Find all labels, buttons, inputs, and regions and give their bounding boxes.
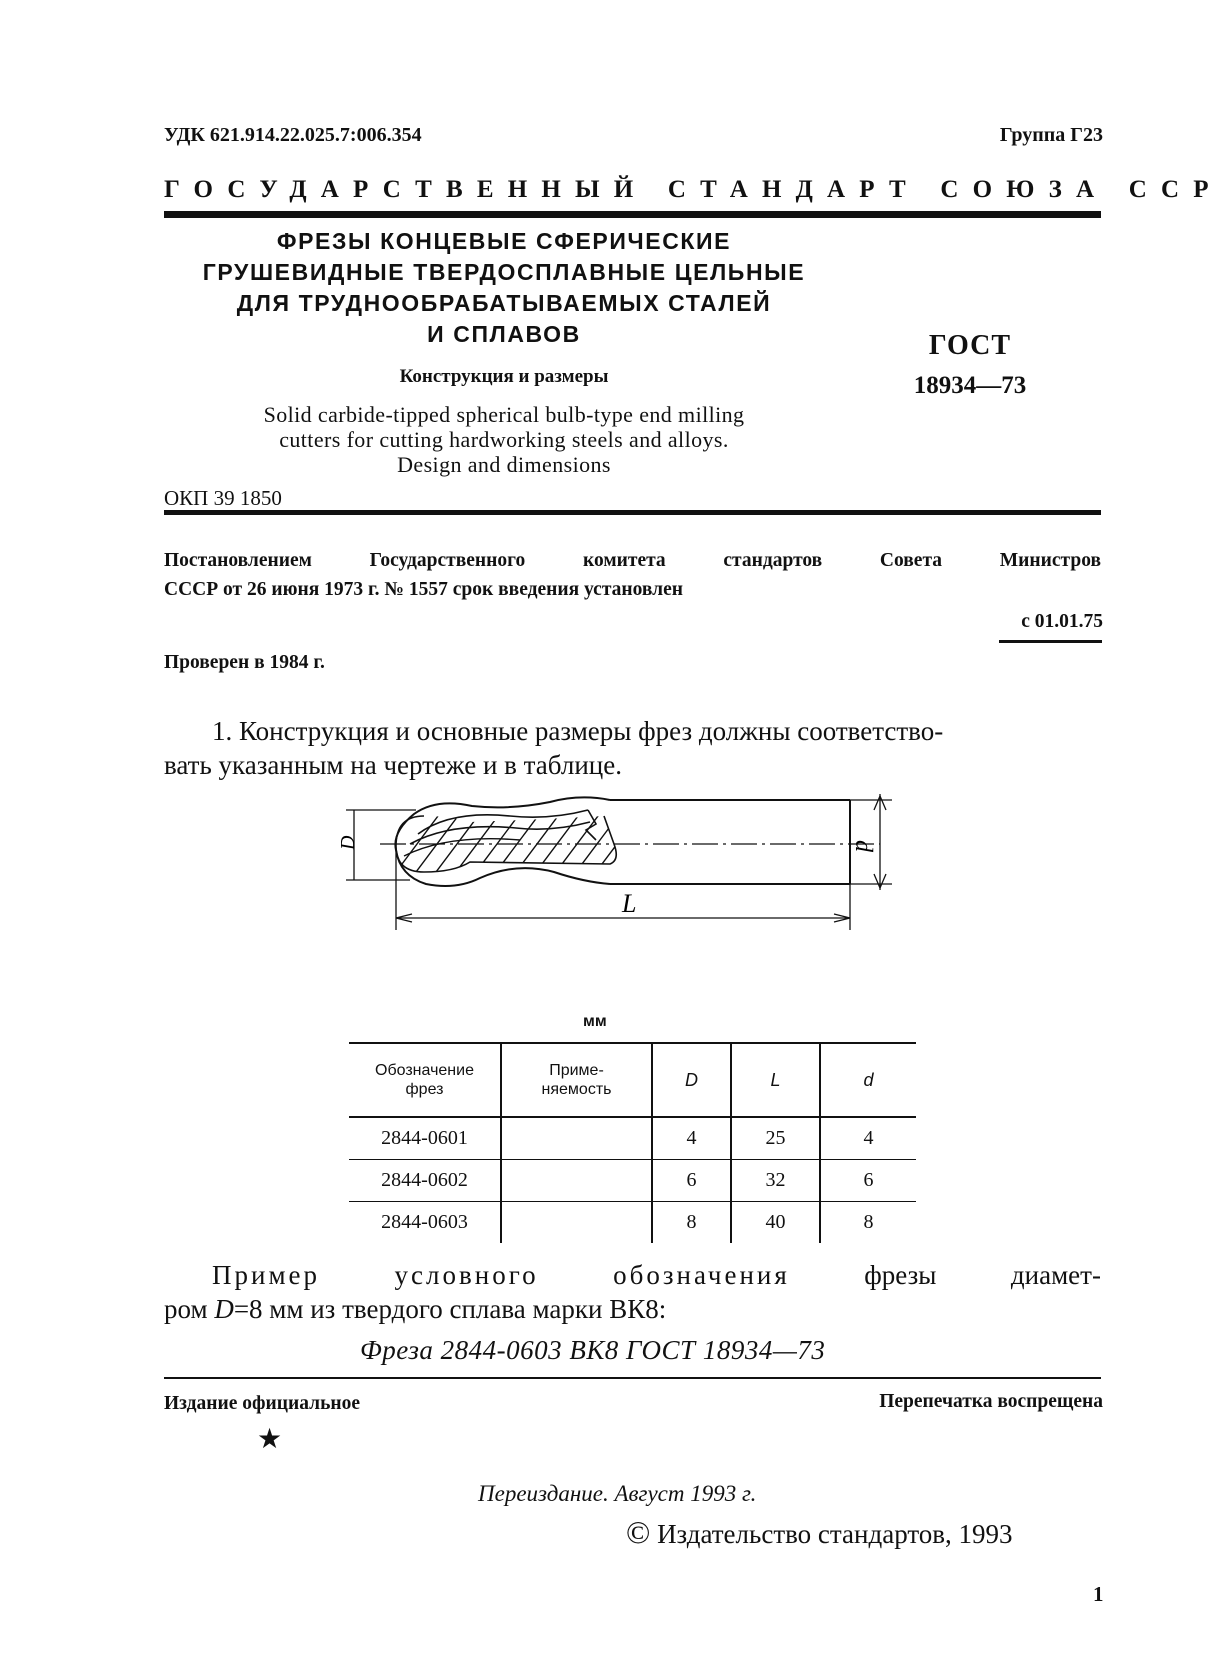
official-edition: Издание официальное xyxy=(164,1393,361,1414)
decree-word: Постановлением xyxy=(164,550,312,571)
column-header-D: D xyxy=(652,1043,731,1117)
cell-applicability xyxy=(501,1202,652,1244)
reissue-note: Переиздание. Август 1993 г. xyxy=(478,1481,757,1506)
example-word: условного xyxy=(394,1260,539,1290)
top-thick-rule xyxy=(164,211,1101,218)
example-line-1 xyxy=(212,1258,1101,1292)
decree-word: стандартов xyxy=(723,550,823,571)
english-title-line: Solid carbide-tipped spherical bulb-type end milling xyxy=(263,402,745,427)
cell-D: 8 xyxy=(652,1202,731,1244)
cell-designation: 2844-0602 xyxy=(349,1160,501,1202)
column-header-L: L xyxy=(731,1043,820,1117)
title-line: ГРУШЕВИДНЫЕ ТВЕРДОСПЛАВНЫЕ ЦЕЛЬНЫЕ xyxy=(202,259,806,285)
example-word: обозначения xyxy=(613,1260,790,1290)
clause-1-line-2: вать указанным на чертеже и в таблице. xyxy=(164,750,622,780)
example-word: фрезы xyxy=(864,1260,937,1290)
cutter-drawing xyxy=(337,780,920,970)
cell-D: 4 xyxy=(652,1117,731,1160)
clause-1-line-1: 1. Конструкция и основные размеры фрез должны соответство- xyxy=(212,716,944,746)
cell-L: 40 xyxy=(731,1202,820,1244)
english-title xyxy=(164,402,844,477)
dimension-label-D: D xyxy=(337,835,359,850)
cell-d: 8 xyxy=(820,1202,916,1244)
dimensions-table xyxy=(349,1042,916,1243)
example-word: Пример xyxy=(212,1260,321,1290)
effective-date: с 01.01.75 xyxy=(1021,611,1103,632)
title-line: ФРЕЗЫ КОНЦЕВЫЕ СФЕРИЧЕСКИЕ xyxy=(276,228,732,254)
decree-word: Совета xyxy=(879,550,943,571)
column-header-applicability: Приме- няемость xyxy=(501,1043,652,1117)
state-standard-heading: ГОСУДАРСТВЕННЫЙ СТАНДАРТ СОЮЗА ССР xyxy=(164,176,1223,203)
copyright-line: © Издательство стандартов, 1993 xyxy=(626,1514,1013,1550)
column-header-d: d xyxy=(820,1043,916,1117)
gost-number: 18934—73 xyxy=(913,372,1027,399)
cell-D: 6 xyxy=(652,1160,731,1202)
table-row xyxy=(349,1117,916,1160)
cell-applicability xyxy=(501,1117,652,1160)
udk-code: УДК 621.914.22.025.7:006.354 xyxy=(164,124,422,146)
decree-word: Государственного xyxy=(369,550,526,571)
column-header-designation: Обозначение фрез xyxy=(349,1043,501,1117)
decree-word: комитета xyxy=(582,550,666,571)
decree-line-2: СССР от 26 июня 1973 г. № 1557 срок введения установлен xyxy=(164,579,683,600)
title-line: И СПЛАВОВ xyxy=(427,321,581,347)
dimension-label-L: L xyxy=(622,889,637,918)
decree-line-1 xyxy=(164,550,1101,572)
cell-applicability xyxy=(501,1160,652,1202)
example-designation: Фреза 2844-0603 ВК8 ГОСТ 18934—73 xyxy=(360,1335,826,1365)
cell-d: 4 xyxy=(820,1117,916,1160)
document-subtitle: Конструкция и размеры xyxy=(399,366,609,387)
cell-designation: 2844-0603 xyxy=(381,1211,468,1233)
example-line-2: ром D=8 мм из твердого сплава марки ВК8: xyxy=(164,1294,667,1324)
star-icon: ★ xyxy=(257,1424,283,1455)
document-title xyxy=(164,226,844,350)
title-line: ДЛЯ ТРУДНООБРАБАТЫВАЕМЫХ СТАЛЕЙ xyxy=(236,290,772,316)
table-row xyxy=(349,1160,916,1202)
dimension-label-d: d xyxy=(850,840,876,852)
footer-rule xyxy=(164,1377,1101,1379)
cell-d: 6 xyxy=(820,1160,916,1202)
gost-label: ГОСТ xyxy=(928,330,1012,361)
group-code: Группа Г23 xyxy=(999,124,1103,146)
table-header-row xyxy=(349,1043,916,1117)
page-number: 1 xyxy=(1093,1582,1104,1606)
cell-L: 25 xyxy=(731,1117,820,1160)
copyright-icon: © xyxy=(626,1514,651,1550)
english-title-line: Design and dimensions xyxy=(397,452,611,477)
okp-code: ОКП 39 1850 xyxy=(164,486,282,510)
example-word: диамет- xyxy=(1010,1260,1101,1290)
cell-L: 32 xyxy=(731,1160,820,1202)
cell-designation: 2844-0601 xyxy=(349,1117,501,1160)
decree-word: Министров xyxy=(999,550,1101,571)
table-row xyxy=(349,1202,916,1244)
title-block-rule xyxy=(164,510,1101,515)
effective-date-underline xyxy=(999,640,1102,643)
table-unit: мм xyxy=(583,1013,607,1030)
english-title-line: cutters for cutting hardworking steels and alloys. xyxy=(279,427,729,452)
variable-D: D xyxy=(214,1294,234,1324)
reprint-prohibited: Перепечатка воспрещена xyxy=(879,1391,1103,1412)
checked-note: Проверен в 1984 г. xyxy=(164,652,325,673)
